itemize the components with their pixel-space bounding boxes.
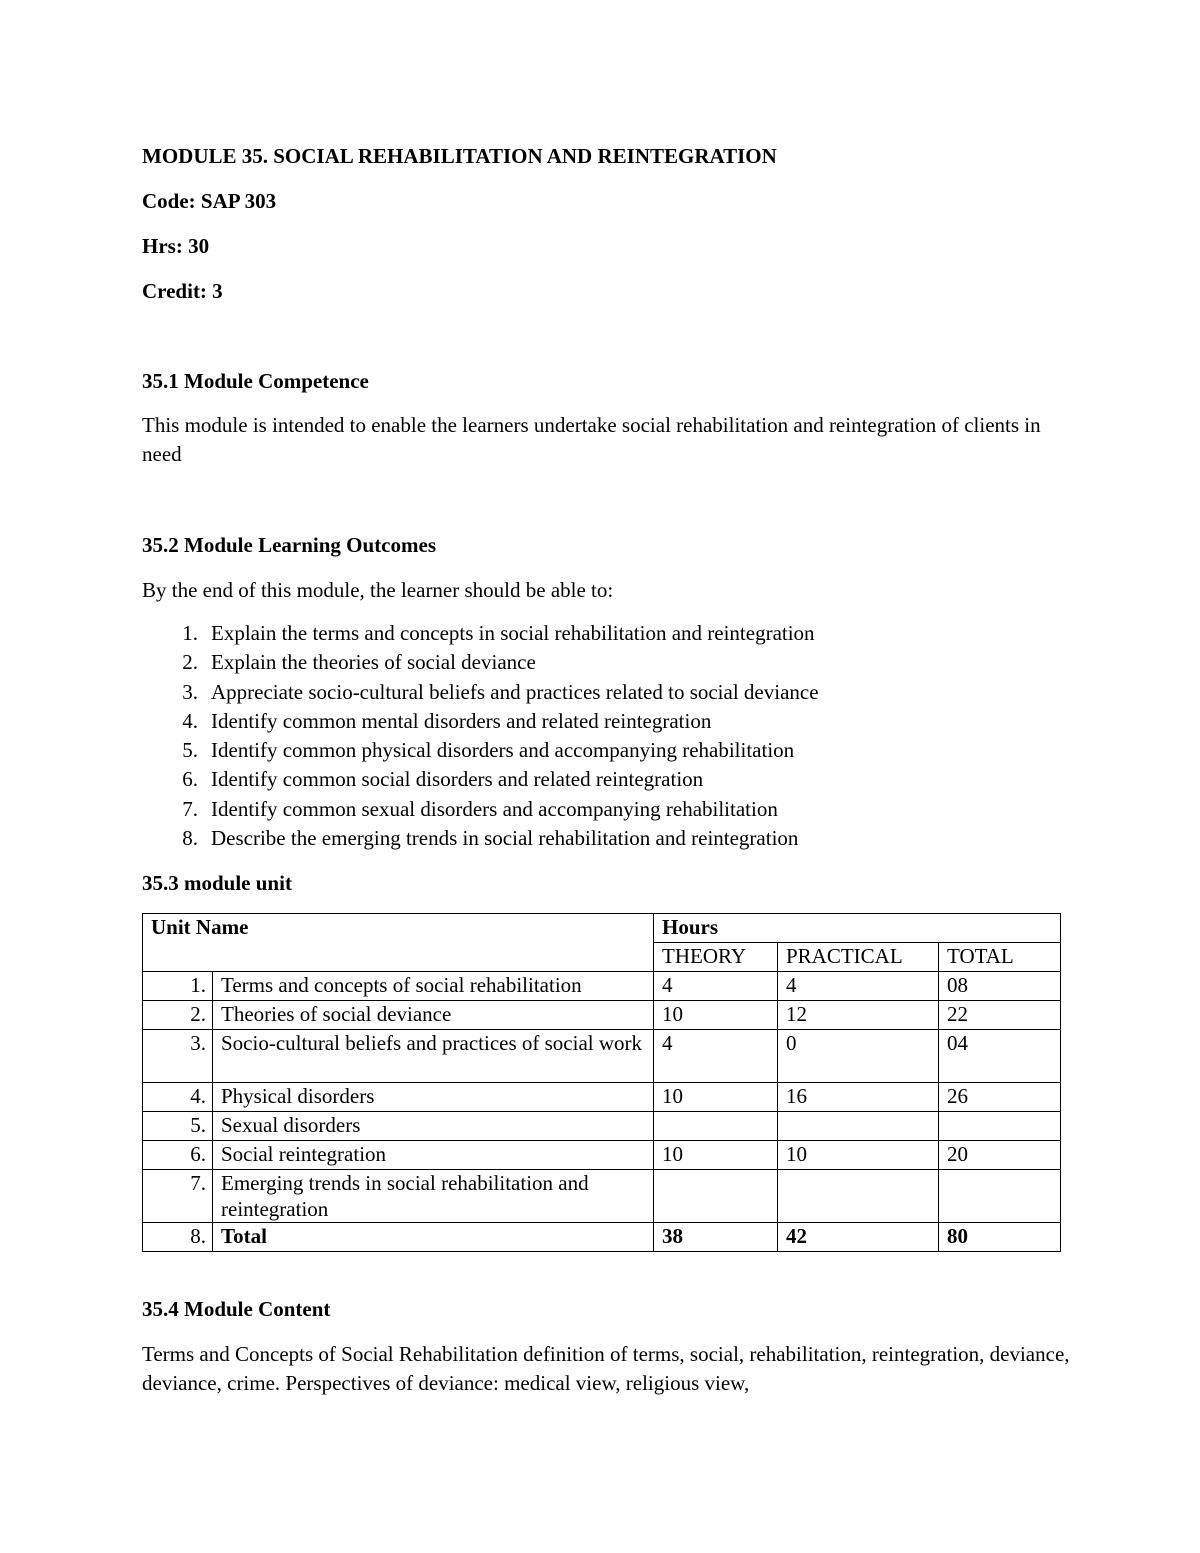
unit-number: 3. — [143, 1030, 213, 1083]
table-row — [143, 1030, 1061, 1083]
unit-total: 26 — [939, 1083, 1061, 1112]
module-title: MODULE 35. SOCIAL REHABILITATION AND REINTEGRATION — [142, 144, 777, 168]
header-theory: THEORY — [654, 943, 778, 972]
header-hours: Hours — [654, 914, 1061, 943]
unit-number: 5. — [143, 1112, 213, 1141]
list-item-text: Describe the emerging trends in social rehabilitation and reintegration — [211, 826, 799, 851]
list-item-text: Identify common mental disorders and related reintegration — [211, 708, 712, 733]
unit-name: Emerging trends in social rehabilitation and reintegration — [213, 1170, 654, 1223]
unit-name: Socio-cultural beliefs and practices of social work — [213, 1030, 654, 1083]
unit-practical: 16 — [778, 1083, 939, 1112]
module-hours: Hrs: 30 — [142, 234, 210, 258]
table-row — [143, 1083, 1061, 1112]
unit-theory: 10 — [654, 1083, 778, 1112]
list-item — [142, 707, 1060, 736]
unit-practical — [778, 1112, 939, 1141]
unit-name: Sexual disorders — [213, 1112, 654, 1141]
unit-total — [939, 1170, 1061, 1223]
list-item — [142, 824, 1060, 853]
list-item — [142, 648, 1060, 677]
list-item-number: 4. — [182, 708, 198, 733]
outcomes-heading: 35.2 Module Learning Outcomes — [142, 533, 436, 557]
competence-heading: 35.1 Module Competence — [142, 369, 369, 393]
list-item-number: 8. — [182, 826, 198, 851]
list-item-number: 6. — [182, 767, 198, 792]
outcomes-intro: By the end of this module, the learner should be able to: — [142, 578, 614, 602]
list-item — [142, 736, 1060, 765]
content-text: Terms and Concepts of Social Rehabilitation definition of terms, social, rehabilitation, reintegration, deviance, deviance, crime. Perspectives of deviance: medical view, religious view, — [142, 1342, 1070, 1395]
outcomes-list — [142, 619, 1060, 853]
unit-theory: 4 — [654, 972, 778, 1001]
unit-total — [939, 1112, 1061, 1141]
unit-name: Terms and concepts of social rehabilitation — [213, 972, 654, 1001]
list-item — [142, 765, 1060, 794]
competence-text: This module is intended to enable the learners undertake social rehabilitation and reintegration of clients in need — [142, 413, 1041, 466]
unit-practical: 10 — [778, 1141, 939, 1170]
unit-total: 04 — [939, 1030, 1061, 1083]
unit-number: 1. — [143, 972, 213, 1001]
unit-name: Physical disorders — [213, 1083, 654, 1112]
total-total: 80 — [939, 1223, 1061, 1252]
unit-theory — [654, 1112, 778, 1141]
module-code: Code: SAP 303 — [142, 189, 277, 213]
list-item-number: 1. — [182, 621, 198, 645]
unit-practical: 4 — [778, 972, 939, 1001]
total-theory: 38 — [654, 1223, 778, 1252]
total-number: 8. — [143, 1223, 213, 1252]
unit-name: Theories of social deviance — [213, 1001, 654, 1030]
content-heading: 35.4 Module Content — [142, 1297, 331, 1321]
units-table — [142, 913, 1061, 1252]
list-item-text: Explain the theories of social deviance — [211, 650, 536, 675]
list-item-text: Identify common physical disorders and accompanying rehabilitation — [211, 738, 795, 763]
list-item-number: 5. — [182, 738, 198, 763]
unit-theory — [654, 1170, 778, 1223]
table-header-row — [143, 914, 1061, 943]
unit-practical: 12 — [778, 1001, 939, 1030]
unit-number: 6. — [143, 1141, 213, 1170]
unit-theory: 10 — [654, 1001, 778, 1030]
list-item — [142, 619, 1060, 648]
table-row — [143, 1170, 1061, 1223]
header-unit-name: Unit Name — [143, 914, 654, 972]
list-item-text: Appreciate socio-cultural beliefs and practices related to social deviance — [211, 679, 819, 704]
unit-total: 20 — [939, 1141, 1061, 1170]
table-row — [143, 1112, 1061, 1141]
list-item — [142, 678, 1060, 707]
list-item — [142, 795, 1060, 824]
list-item-text: Identify common sexual disorders and accompanying rehabilitation — [211, 796, 778, 821]
total-label: Total — [213, 1223, 654, 1252]
header-practical: PRACTICAL — [778, 943, 939, 972]
table-total-row — [143, 1223, 1061, 1252]
list-item-number: 3. — [182, 679, 198, 704]
unit-number: 7. — [143, 1170, 213, 1223]
units-heading: 35.3 module unit — [142, 871, 292, 895]
table-row — [143, 972, 1061, 1001]
unit-theory: 10 — [654, 1141, 778, 1170]
unit-number: 2. — [143, 1001, 213, 1030]
list-item-text: Identify common social disorders and related reintegration — [211, 767, 704, 792]
total-practical: 42 — [778, 1223, 939, 1252]
list-item-text: Explain the terms and concepts in social rehabilitation and reintegration — [211, 621, 815, 645]
unit-practical — [778, 1170, 939, 1223]
module-credit: Credit: 3 — [142, 279, 223, 303]
list-item-number: 2. — [182, 650, 198, 675]
table-row — [143, 1001, 1061, 1030]
list-item-number: 7. — [182, 796, 198, 821]
unit-total: 22 — [939, 1001, 1061, 1030]
unit-name: Social reintegration — [213, 1141, 654, 1170]
unit-number: 4. — [143, 1083, 213, 1112]
header-total: TOTAL — [939, 943, 1061, 972]
unit-total: 08 — [939, 972, 1061, 1001]
table-row — [143, 1141, 1061, 1170]
unit-theory: 4 — [654, 1030, 778, 1083]
unit-practical: 0 — [778, 1030, 939, 1083]
